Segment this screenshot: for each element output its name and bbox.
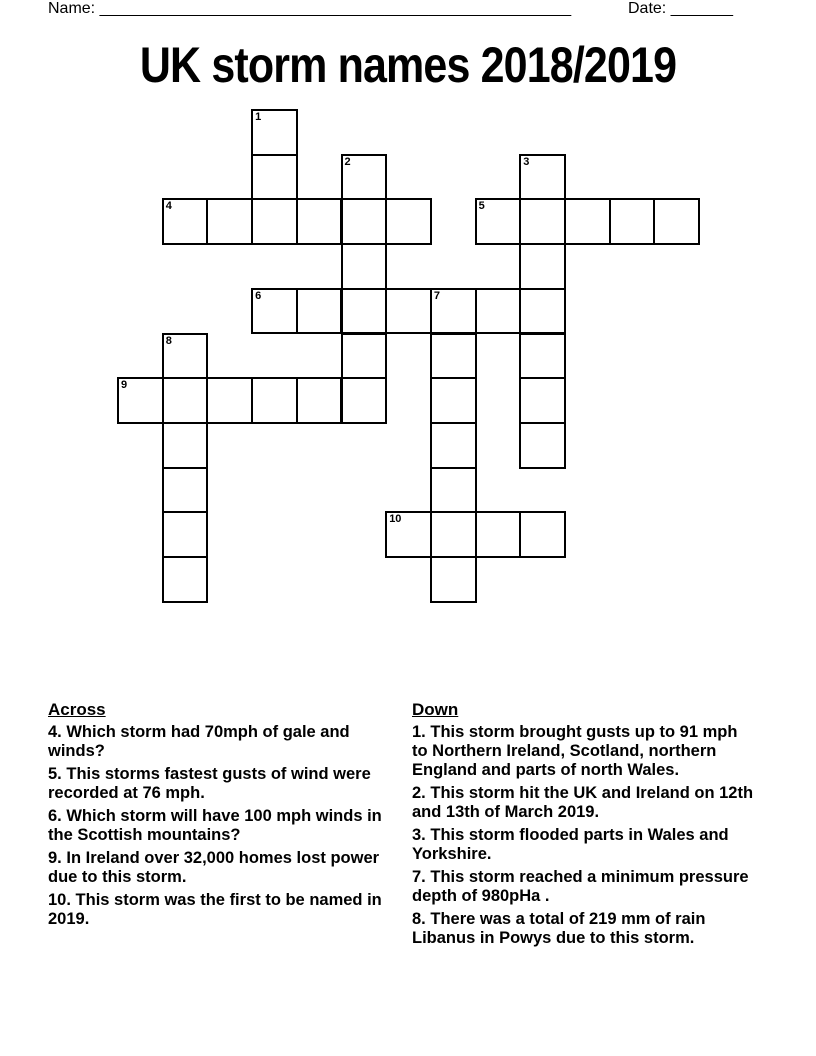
grid-cell[interactable] (206, 377, 253, 424)
grid-cell[interactable] (296, 288, 343, 335)
grid-cell[interactable] (519, 333, 566, 380)
grid-cell[interactable] (519, 288, 566, 335)
grid-cell[interactable] (475, 288, 522, 335)
grid-cell[interactable] (162, 198, 209, 245)
date-field-label: Date: _______ (628, 0, 733, 17)
grid-cell[interactable] (385, 511, 432, 558)
clue-item (412, 868, 757, 906)
grid-cell[interactable] (385, 198, 432, 245)
grid-cell[interactable] (162, 333, 209, 380)
clue-item (48, 765, 393, 803)
clue-number: 4 (165, 200, 172, 213)
clue-item-text: This storm was the first to be named in 2019. (48, 891, 382, 928)
down-heading: Down (412, 700, 459, 719)
grid-cell[interactable] (430, 377, 477, 424)
clue-item (48, 723, 393, 761)
grid-cell[interactable] (519, 377, 566, 424)
name-field-label: Name: _____________________________________________________ (48, 0, 572, 17)
grid-cell[interactable] (341, 288, 388, 335)
clue-item-text: Which storm had 70mph of gale and winds? (48, 723, 350, 760)
grid-cell[interactable] (519, 243, 566, 290)
down-clue-list (412, 723, 757, 948)
clue-item (48, 891, 393, 929)
grid-cell[interactable] (296, 377, 343, 424)
grid-cell[interactable] (162, 556, 209, 603)
clue-number: 8 (165, 334, 172, 347)
clue-item-number: 4. (48, 723, 67, 741)
grid-cell[interactable] (519, 154, 566, 201)
puzzle-title: UK storm names 2018/2019 (139, 37, 677, 93)
grid-cell[interactable] (475, 511, 522, 558)
grid-cell[interactable] (251, 288, 298, 335)
grid-cell[interactable] (341, 333, 388, 380)
clue-item (412, 784, 757, 822)
clue-item-number: 8. (412, 910, 431, 928)
clue-number: 2 (344, 155, 351, 168)
grid-cell[interactable] (117, 377, 164, 424)
clue-item (412, 826, 757, 864)
grid-cell[interactable] (162, 467, 209, 514)
grid-cell[interactable] (519, 198, 566, 245)
grid-cell[interactable] (564, 198, 611, 245)
grid-cell[interactable] (385, 288, 432, 335)
grid-cell[interactable] (341, 243, 388, 290)
across-heading: Across (48, 700, 106, 719)
clue-item-text: This storms fastest gusts of wind were recorded at 76 mph. (48, 765, 371, 802)
clue-item-text: This storm brought gusts up to 91 mph to Northern Ireland, Scotland, northern England and parts of north Wales. (412, 723, 738, 779)
clue-number: 9 (121, 379, 128, 392)
grid-cell[interactable] (341, 377, 388, 424)
clue-number: 10 (389, 513, 402, 526)
grid-cell[interactable] (296, 198, 343, 245)
clue-item-number: 6. (48, 807, 67, 825)
grid-cell[interactable] (162, 511, 209, 558)
down-clues (412, 700, 757, 952)
grid-cell[interactable] (341, 154, 388, 201)
clue-item-number: 9. (48, 849, 67, 867)
across-clues (48, 700, 393, 933)
grid-cell[interactable] (653, 198, 700, 245)
grid-cell[interactable] (430, 422, 477, 469)
grid-cell[interactable] (430, 467, 477, 514)
clue-item-number: 5. (48, 765, 67, 783)
grid-cell[interactable] (430, 333, 477, 380)
clue-item-text: In Ireland over 32,000 homes lost power due to this storm. (48, 849, 380, 886)
across-clue-list (48, 723, 393, 929)
grid-cell[interactable] (251, 154, 298, 201)
grid-cell[interactable] (251, 109, 298, 156)
clue-item-text: This storm reached a minimum pressure depth of 980pHa . (412, 868, 749, 905)
grid-cell[interactable] (162, 377, 209, 424)
grid-cell[interactable] (609, 198, 656, 245)
clue-item (48, 807, 393, 845)
grid-cell[interactable] (430, 556, 477, 603)
clue-number: 5 (478, 200, 485, 213)
grid-cell[interactable] (206, 198, 253, 245)
clue-item-text: Which storm will have 100 mph winds in the Scottish mountains? (48, 807, 382, 844)
grid-cell[interactable] (162, 422, 209, 469)
clue-number: 6 (255, 289, 262, 302)
grid-cell[interactable] (519, 422, 566, 469)
grid-cell[interactable] (341, 198, 388, 245)
clue-item-number: 2. (412, 784, 431, 802)
clue-item-text: This storm hit the UK and Ireland on 12th and 13th of March 2019. (412, 784, 754, 821)
grid-cell[interactable] (251, 377, 298, 424)
clue-item-text: There was a total of 219 mm of rain Libanus in Powys due to this storm. (412, 910, 706, 947)
grid-cell[interactable] (251, 198, 298, 245)
clue-item-number: 7. (412, 868, 431, 886)
grid-cell[interactable] (475, 198, 522, 245)
clue-number: 3 (523, 155, 530, 168)
clue-item (48, 849, 393, 887)
grid-cell[interactable] (430, 511, 477, 558)
clue-item-number: 1. (412, 723, 431, 741)
clue-item-number: 10. (48, 891, 76, 909)
clue-item-text: This storm flooded parts in Wales and Yorkshire. (412, 826, 729, 863)
clue-number: 7 (433, 289, 441, 302)
clue-item (412, 723, 757, 780)
clue-item-number: 3. (412, 826, 431, 844)
grid-cell[interactable] (519, 511, 566, 558)
clue-number: 1 (255, 111, 262, 123)
grid-cell[interactable] (430, 288, 477, 335)
clue-item (412, 910, 757, 948)
